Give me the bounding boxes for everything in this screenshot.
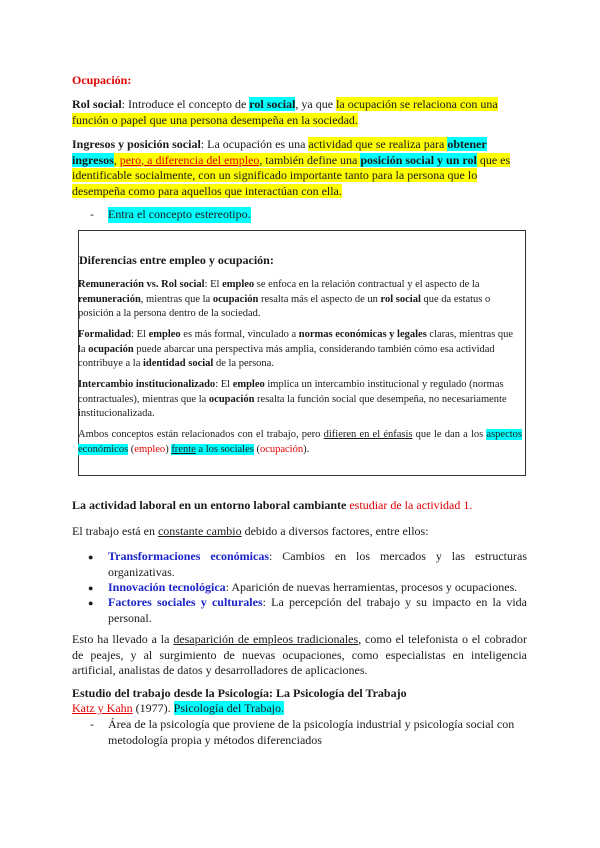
section-actividad-laboral: La actividad laboral en un entorno laboral cambiante estudiar de la actividad 1. <box>72 498 473 512</box>
section-psicologia: Estudio del trabajo desde la Psicología: La Psicología del Trabajo <box>72 686 407 700</box>
box-intercambio: Intercambio institucionalizado: El empleo implica un intercambio institucional y regulado (normas contractuales), mientras que la ocupación resalta la función social que desempeña, no necesariamente institucionalizada. <box>78 379 507 419</box>
citation: Katz y Kahn (1977). Psicología del Trabajo. <box>72 701 284 715</box>
factors-list <box>72 549 527 623</box>
list-item: ● Transformaciones económicas: Cambios en los mercados y las estructuras organizativas. <box>88 549 527 579</box>
paragraph-desaparicion: Esto ha llevado a la desaparición de empleos tradicionales, como el telefonista o el cobrador de peajes, y al surgimiento de nuevas ocupaciones, como especialistas en inteligencia artificial, analistas de datos y desarrolladores de aplicaciones. <box>72 632 528 677</box>
box-conclusion: Ambos conceptos están relacionados con el trabajo, pero difieren en el énfasis que le dan a los aspectos económicos (empleo) frente a los sociales (ocupación). <box>78 429 522 455</box>
paragraph-cambio: El trabajo está en constante cambio debido a diversos factores, entre ellos: <box>72 524 429 538</box>
paragraph-ingresos: Ingresos y posición social: La ocupación es una actividad que se realiza para obtener ingresos, pero, a diferencia del empleo, también define una posición social y un rol que es identificable socialmente, con un significado importante tanto para la persona que lo desempeña como para aquellos que interactúan con ella. <box>72 137 511 198</box>
list-item: ● Innovación tecnológica: Aparición de nuevas herramientas, procesos y ocupaciones. <box>88 580 518 594</box>
bullet-area-psicologia: - Área de la psicología que proviene de la psicología industrial y psicología social con metodología propia y métodos diferenciados <box>90 717 515 747</box>
page-heading: Ocupación: <box>72 73 132 87</box>
list-item: ● Factores sociales y culturales: La percepción del trabajo y su impacto en la vida personal. <box>88 595 528 625</box>
box-title: Diferencias entre empleo y ocupación: <box>79 253 274 267</box>
box-formalidad: Formalidad: El empleo es más formal, vinculado a normas económicas y legales claras, mientras que la ocupación puede abarcar una perspectiva más amplia, considerando también cómo esa actividad contribuye a la identidad social de la persona. <box>78 329 514 369</box>
paragraph-rol-social: Rol social: Introduce el concepto de rol social, ya que la ocupación se relaciona con una función o papel que una persona desempeña en la sociedad. <box>72 97 498 127</box>
box-remuneracion: Remuneración vs. Rol social: El empleo se enfoca en la relación contractual y el aspecto de la remuneración, mientras que la ocupación resalta más el aspecto de un rol social que da estatus o posición a la persona dentro de la sociedad. <box>78 279 491 319</box>
